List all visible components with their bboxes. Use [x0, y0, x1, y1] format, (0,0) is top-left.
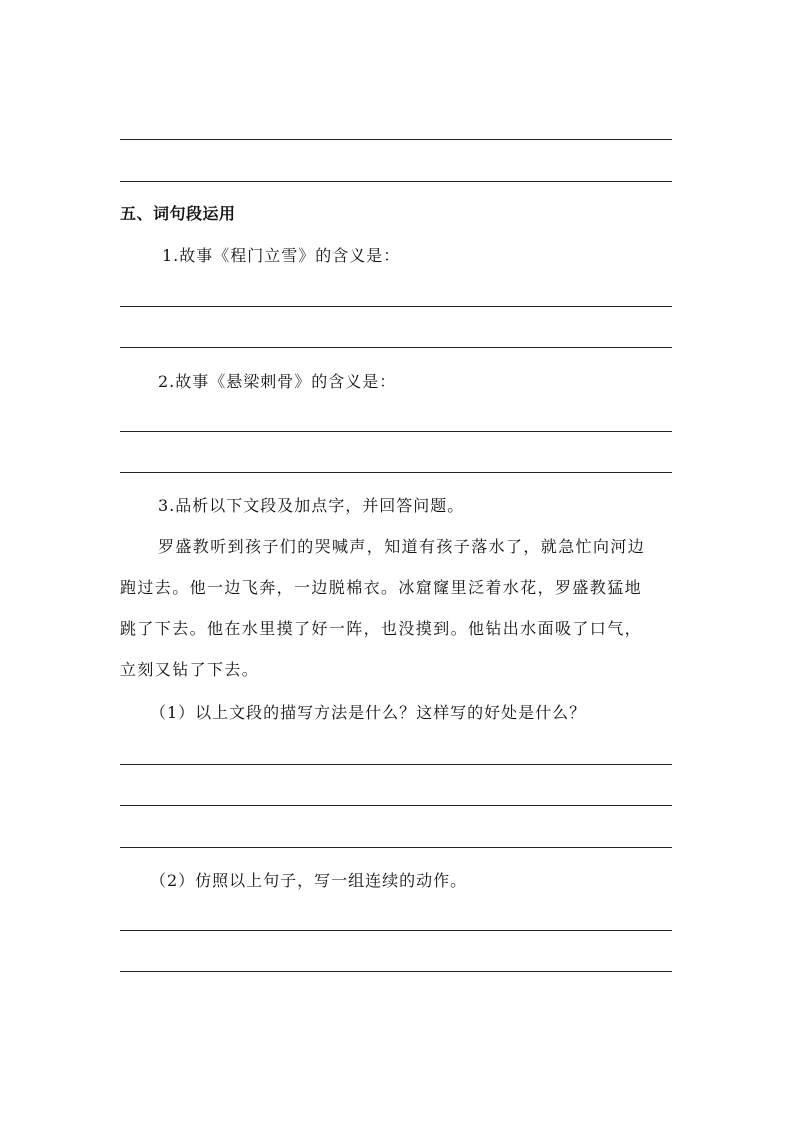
- passage-line: 立刻又钻了下去。: [120, 660, 260, 679]
- passage-line: 罗盛教听到孩子们的哭喊声，知道有孩子落水了，就急忙向河边: [158, 537, 646, 556]
- answer-line: [120, 805, 672, 806]
- answer-line: [120, 930, 672, 931]
- answer-line: [120, 139, 672, 140]
- answer-line: [120, 971, 672, 972]
- passage-line: 跳了下去。他在水里摸了好一阵，也没摸到。他钻出水面吸了口气，: [120, 619, 643, 638]
- answer-line: [120, 306, 672, 307]
- question-1: 1.故事《程门立雪》的含义是：: [162, 246, 401, 265]
- answer-line: [120, 181, 672, 182]
- sub-question-1: （1）以上文段的描写方法是什么？这样写的好处是什么？: [150, 703, 587, 722]
- answer-line: [120, 431, 672, 432]
- answer-line: [120, 347, 672, 348]
- answer-line: [120, 764, 672, 765]
- answer-line: [120, 472, 672, 473]
- question-2: 2.故事《悬梁刺骨》的含义是：: [158, 372, 397, 391]
- passage-line: 跑过去。他一边飞奔，一边脱棉衣。冰窟窿里泛着水花，罗盛教猛地: [120, 578, 643, 597]
- question-3: 3.品析以下文段及加点字，并回答问题。: [158, 496, 465, 515]
- sub-question-2: （2）仿照以上句子，写一组连续的动作。: [150, 871, 468, 890]
- section-title: 五、词句段运用: [120, 204, 236, 223]
- answer-line: [120, 847, 672, 848]
